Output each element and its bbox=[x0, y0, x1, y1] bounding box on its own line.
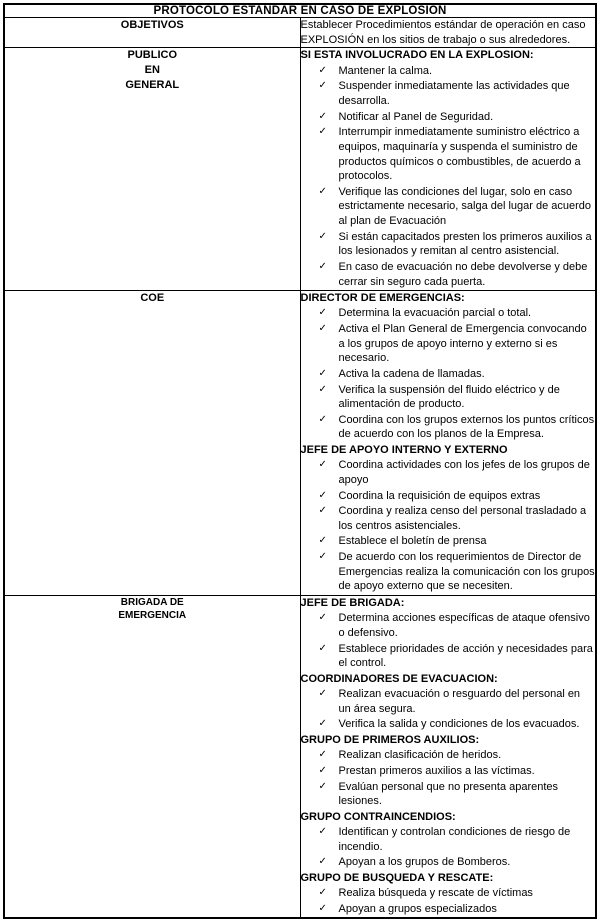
protocol-rows bbox=[5, 18, 596, 918]
check-icon: ✓ bbox=[318, 413, 327, 425]
check-icon: ✓ bbox=[318, 323, 327, 335]
section-heading: SI ESTA INVOLUCRADO EN LA EXPLOSION: bbox=[300, 49, 534, 62]
row-label: BRIGADA DE EMERGENCIA bbox=[5, 595, 301, 917]
table-row bbox=[5, 595, 596, 917]
check-icon: ✓ bbox=[318, 856, 327, 868]
check-icon: ✓ bbox=[318, 642, 327, 654]
checklist bbox=[301, 458, 596, 594]
list-item: ✓ Coordina la requisición de equipos extras bbox=[318, 489, 541, 502]
section-heading: GRUPO DE PRIMEROS AUXILIOS: bbox=[300, 733, 480, 746]
checklist bbox=[301, 687, 596, 732]
check-icon: ✓ bbox=[318, 367, 327, 379]
check-icon: ✓ bbox=[318, 764, 327, 776]
section-heading: COORDINADORES DE EVACUACION: bbox=[300, 672, 498, 685]
list-item: ✓ Coordina actividades con los jefes de los grupos de apoyo bbox=[318, 459, 590, 486]
list-item: ✓ Interrumpir inmediatamente suministro eléctrico a equipos, maquinaría y suspenda el suministro de productos químicos o combustibles, de acuerdo a protocolos. bbox=[318, 126, 581, 183]
check-icon: ✓ bbox=[318, 505, 327, 517]
list-item: ✓ Activa la cadena de llamadas. bbox=[318, 367, 485, 380]
check-icon: ✓ bbox=[318, 826, 327, 838]
list-item: ✓ Evalúan personal que no presenta aparentes lesiones. bbox=[318, 780, 559, 808]
protocol-table bbox=[4, 4, 596, 918]
section-heading: JEFE DE BRIGADA: bbox=[300, 596, 405, 609]
check-icon: ✓ bbox=[318, 383, 327, 395]
row-content bbox=[300, 595, 596, 917]
list-item: ✓ Apoyan a los grupos de Bomberos. bbox=[318, 856, 511, 869]
check-icon: ✓ bbox=[318, 688, 327, 700]
check-icon: ✓ bbox=[318, 612, 327, 624]
check-icon: ✓ bbox=[318, 749, 327, 761]
list-item: ✓ Verifique las condiciones del lugar, solo en caso estrictamente necesario, salga del lugar de acuerdo al plan de Evacuación bbox=[318, 185, 592, 228]
list-item: ✓ Mantener la calma. bbox=[318, 64, 433, 77]
row-content bbox=[300, 291, 596, 596]
check-icon: ✓ bbox=[318, 459, 327, 471]
list-item: ✓ Notificar al Panel de Seguridad. bbox=[318, 110, 494, 123]
list-item: ✓ Coordina y realiza censo del personal trasladado a los centros asistenciales. bbox=[318, 505, 587, 532]
list-item: ✓ En caso de evacuación no debe devolverse y debe cerrar sin seguro cada puerta. bbox=[318, 260, 588, 288]
table-row-title bbox=[5, 5, 596, 18]
check-icon: ✓ bbox=[318, 260, 327, 272]
row-label: OBJETIVOS bbox=[5, 18, 301, 48]
list-item: ✓ Verifica la salida y condiciones de los evacuados. bbox=[318, 718, 580, 731]
list-item: ✓ Determina la evacuación parcial o total. bbox=[318, 307, 532, 320]
list-item: ✓ Determina acciones específicas de ataque ofensivo o defensivo. bbox=[318, 612, 590, 639]
document-title: PROTOCOLO ESTANDAR EN CASO DE EXPLOSION bbox=[5, 5, 596, 18]
check-icon: ✓ bbox=[318, 80, 327, 92]
section-heading: GRUPO DE BUSQUEDA Y RESCATE: bbox=[300, 871, 494, 884]
section-heading: GRUPO CONTRAINCENDIOS: bbox=[300, 810, 456, 823]
list-item: ✓ Establece prioridades de acción y necesidades para el control. bbox=[318, 642, 593, 670]
check-icon: ✓ bbox=[318, 718, 327, 730]
table-row bbox=[5, 48, 596, 291]
protocol-table-body bbox=[5, 5, 596, 18]
checklist bbox=[301, 748, 596, 809]
check-icon: ✓ bbox=[318, 185, 327, 197]
list-item: ✓ Establece el boletín de prensa bbox=[318, 535, 487, 548]
list-item: ✓ Realiza búsqueda y rescate de víctimas bbox=[318, 887, 533, 900]
check-icon: ✓ bbox=[318, 126, 327, 138]
checklist bbox=[301, 886, 596, 916]
protocol-document bbox=[3, 3, 597, 919]
list-item: ✓ Prestan primeros auxilios a las víctimas. bbox=[318, 764, 535, 777]
row-label: COE bbox=[5, 291, 301, 596]
checklist bbox=[301, 64, 596, 289]
check-icon: ✓ bbox=[318, 307, 327, 319]
check-icon: ✓ bbox=[318, 780, 327, 792]
check-icon: ✓ bbox=[318, 110, 327, 122]
table-row bbox=[5, 291, 596, 596]
check-icon: ✓ bbox=[318, 230, 327, 242]
table-row bbox=[5, 18, 596, 48]
list-item: ✓ Si están capacitados presten los primeros auxilios a los lesionados y remitan al centro asistencial. bbox=[318, 230, 592, 258]
section-heading: JEFE DE APOYO INTERNO Y EXTERNO bbox=[300, 444, 508, 457]
list-item: ✓ Apoyan a grupos especializados bbox=[318, 902, 497, 915]
list-item: ✓ Activa el Plan General de Emergencia convocando a los grupos de apoyo interno y externo si es necesario. bbox=[318, 323, 587, 365]
check-icon: ✓ bbox=[318, 535, 327, 547]
check-icon: ✓ bbox=[318, 64, 327, 76]
checklist bbox=[301, 611, 596, 671]
list-item: ✓ Realizan evacuación o resguardo del personal en un área segura. bbox=[318, 688, 581, 715]
list-item: ✓ Verifica la suspensión del fluido eléctrico y de alimentación de producto. bbox=[318, 383, 560, 411]
list-item: ✓ Identifican y controlan condiciones de riesgo de incendio. bbox=[318, 826, 571, 853]
checklist bbox=[301, 825, 596, 870]
row-content-text: Establecer Procedimientos estándar de operación en caso EXPLOSIÓN en los sitios de trabajo o sus alrededores. bbox=[300, 18, 596, 48]
check-icon: ✓ bbox=[318, 887, 327, 899]
list-item: ✓ Suspender inmediatamente las actividades que desarrolla. bbox=[318, 80, 570, 108]
checklist bbox=[301, 306, 596, 442]
list-item: ✓ Realizan clasificación de heridos. bbox=[318, 749, 502, 762]
row-content bbox=[300, 48, 596, 291]
check-icon: ✓ bbox=[318, 902, 327, 914]
check-icon: ✓ bbox=[318, 489, 327, 501]
list-item: ✓ Coordina con los grupos externos los puntos críticos de acuerdo con los planos de la Empresa. bbox=[318, 413, 595, 441]
list-item: ✓ De acuerdo con los requerimientos de Director de Emergencias realiza la comunicación con los grupos de apoyo externo que se necesiten. bbox=[318, 551, 595, 593]
row-label: PUBLICO EN GENERAL bbox=[5, 48, 301, 291]
check-icon: ✓ bbox=[318, 551, 327, 563]
section-heading: DIRECTOR DE EMERGENCIAS: bbox=[300, 292, 465, 305]
